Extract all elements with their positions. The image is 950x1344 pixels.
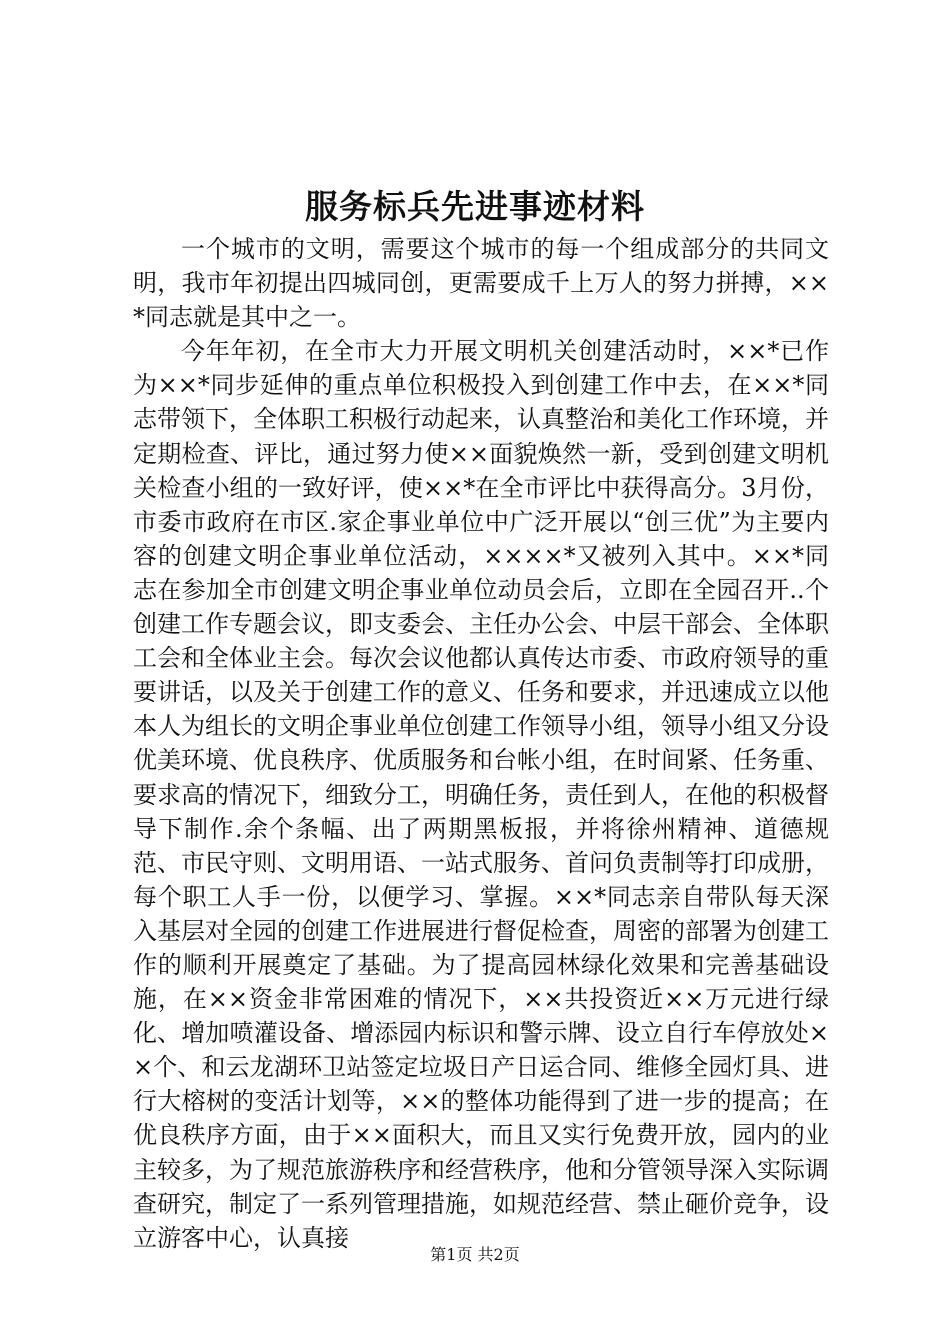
paragraph-1: 一个城市的文明，需要这个城市的每一个组成部分的共同文明，我市年初提出四城同创，更需要成千上万人的努力拼搏，××*同志就是其中之一。 bbox=[133, 235, 829, 332]
document-title: 服务标兵先进事迹材料 bbox=[305, 187, 645, 226]
paragraph-2: 今年年初，在全市大力开展文明机关创建活动时，××*已作为××*同步延伸的重点单位积极投入到创建工作中去，在××*同志带领下，全体职工积极行动起来，认真整治和美化工作环境，并定期检查、评比，通过努力使××面貌焕然一新，受到创建文明机关检查小组的一致好评，使××*在全市评比中获得高分。3月份，市委市政府在市区.家企事业单位中广泛开展以“创三优”为主要内容的创建文明企事业单位活动，××××*又被列入其中。××*同志在参加全市创建文明企事业单位动员会后，立即在全园召开..个创建工作专题会议，即支委会、主任办公会、中层干部会、全体职工会和全体业主会。每次会议他都认真传达市委、市政府领导的重要讲话，以及关于创建工作的意义、任务和要求，并迅速成立以他本人为组长的文明企事业单位创建工作领导小组，领导小组又分设优美环境、优良秩序、优质服务和台帐小组，在时间紧、任务重、要求高的情况下，细致分工，明确任务，责任到人，在他的积极督导下制作.余个条幅、出了两期黑板报，并将徐州精神、道德规范、市民守则、文明用语、一站式服务、首问负责制等打印成册，每个职工人手一份，以便学习、掌握。××*同志亲自带队每天深入基层对全园的创建工作进展进行督促检查，周密的部署为创建工作的顺利开展奠定了基础。为了提高园林绿化效果和完善基础设施，在××资金非常困难的情况下，××共投资近××万元进行绿化、增加喷灌设备、增添园内标识和警示牌、设立自行车停放处××个、和云龙湖环卫站签定垃圾日产日运合同、维修全园灯具、进行大榕树的变活计划等，××的整体功能得到了进一步的提高；在优良秩序方面，由于××面积大，而且又实行免费开放，园内的业主较多，为了规范旅游秩序和经营秩序，他和分管领导深入实际调查研究，制定了一系列管理措施，如规范经营、禁止砸价竞争，设立游客中心，认真接 bbox=[133, 337, 829, 1252]
page-footer: 第1页 共2页 bbox=[430, 1245, 520, 1264]
document-body bbox=[133, 232, 829, 1255]
